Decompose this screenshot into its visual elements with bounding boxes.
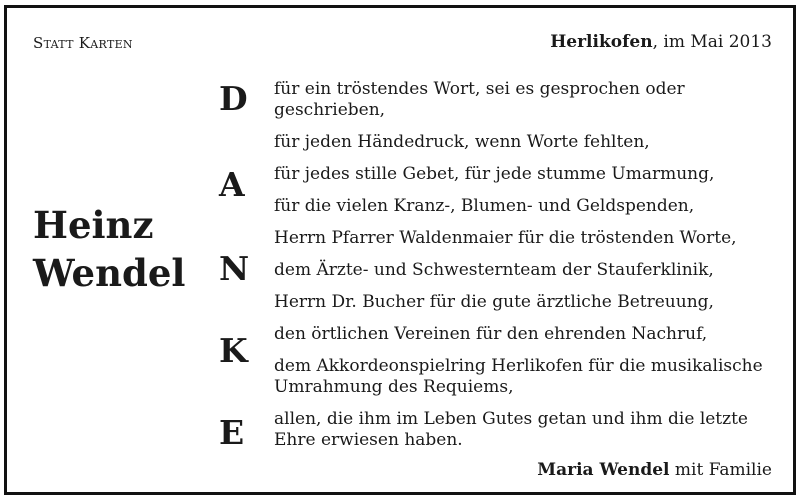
deceased-first-name: Heinz (33, 203, 154, 247)
signature-name: Maria Wendel (537, 460, 670, 480)
danke-letter-a: A (219, 165, 245, 204)
thanks-line: Herrn Pfarrer Waldenmaier für die tröstenden Worte, (274, 228, 737, 248)
signature (537, 460, 772, 480)
deceased-last-name: Wendel (33, 251, 186, 295)
danke-letter-e: E (219, 413, 245, 452)
deceased-name (33, 201, 185, 297)
header-date: , im Mai 2013 (652, 32, 772, 52)
obituary-card (4, 5, 796, 495)
thanks-list (274, 79, 784, 462)
thanks-line: allen, die ihm im Leben Gutes getan und ihm die letzte Ehre erwiesen haben. (274, 409, 748, 450)
thanks-line: für jedes stille Gebet, für jede stumme Umarmung, (274, 164, 715, 184)
signature-suffix: mit Familie (669, 460, 772, 480)
header-place: Herlikofen (550, 32, 653, 52)
thanks-line: dem Akkordeonspielring Herlikofen für die musikalische Umrahmung des Requiems, (274, 356, 763, 397)
header-place-date (550, 32, 772, 52)
thanks-line: für jeden Händedruck, wenn Worte fehlten, (274, 132, 650, 152)
thanks-line: den örtlichen Vereinen für den ehrenden Nachruf, (274, 324, 708, 344)
header-statt-karten: Statt Karten (33, 34, 133, 52)
thanks-line: für ein tröstendes Wort, sei es gesprochen oder geschrieben, (274, 79, 685, 120)
thanks-line: für die vielen Kranz-, Blumen- und Geldspenden, (274, 196, 695, 216)
thanks-line: dem Ärzte- und Schwesternteam der Stauferklinik, (274, 260, 714, 280)
danke-letter-d: D (219, 79, 248, 118)
thanks-line: Herrn Dr. Bucher für die gute ärztliche Betreuung, (274, 292, 714, 312)
danke-letter-k: K (219, 331, 248, 370)
danke-letter-n: N (219, 249, 250, 288)
